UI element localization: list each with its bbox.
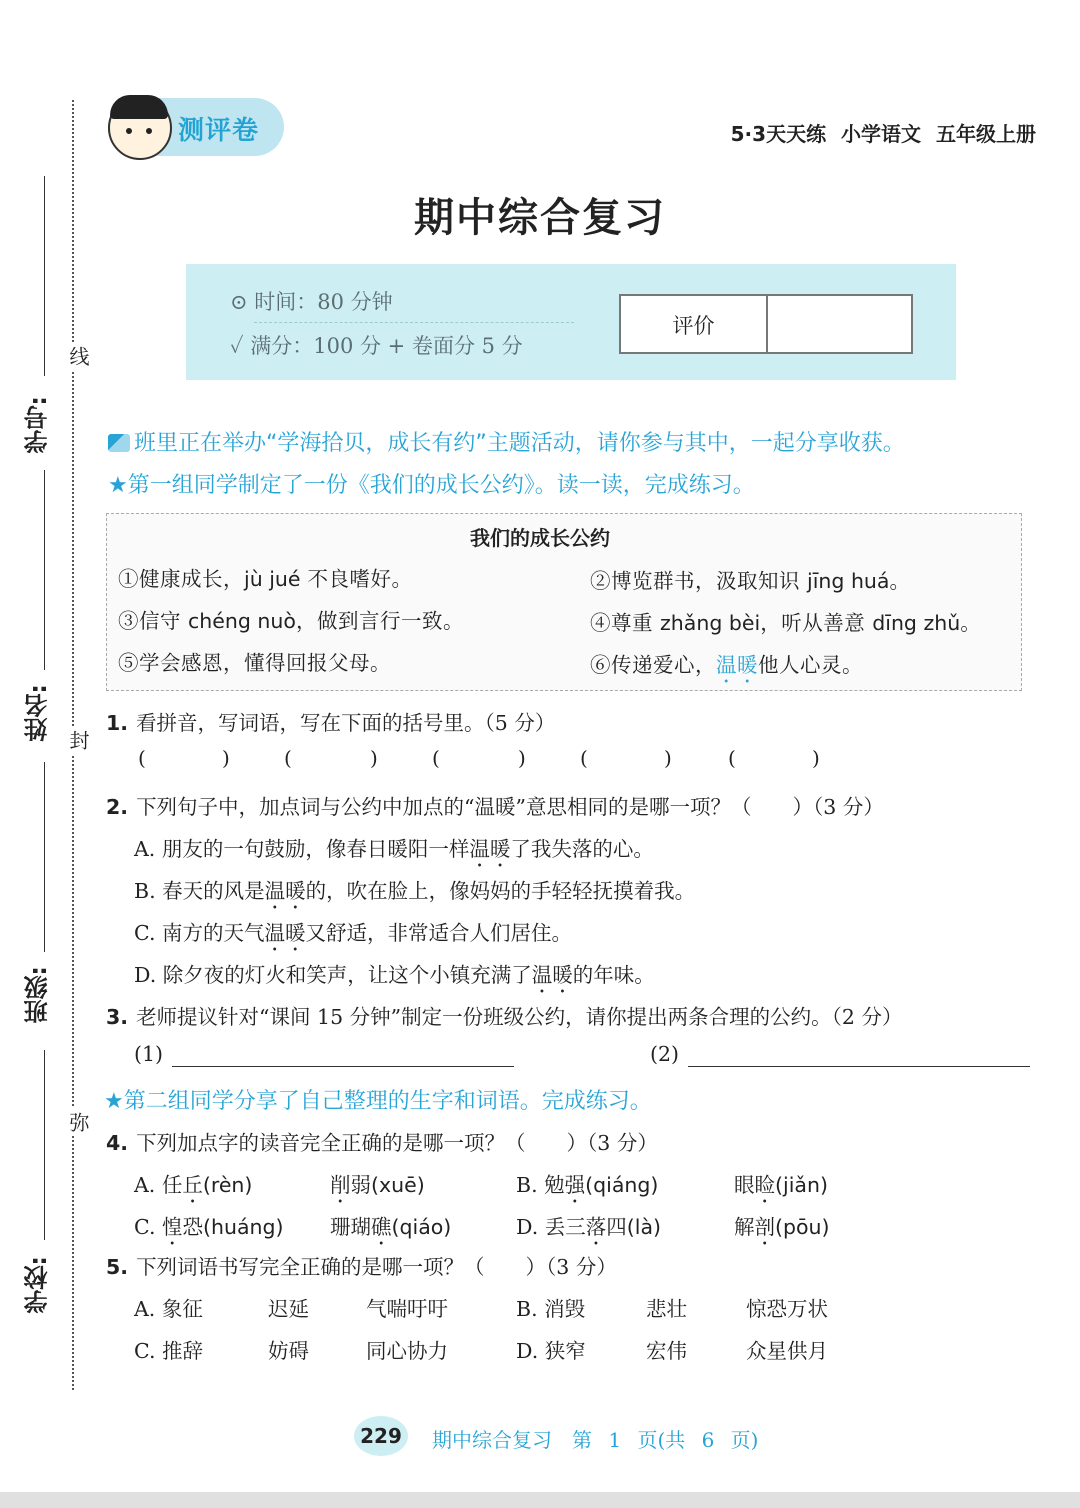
question-1 — [106, 706, 555, 736]
q3-answer-line-2[interactable] — [688, 1066, 1030, 1067]
item-text: ，听从善意 — [760, 611, 866, 635]
q3-blank-2-label: (2) — [650, 1042, 680, 1066]
q5-word: 同心协力 — [366, 1339, 448, 1363]
score-info — [230, 330, 523, 360]
q2-option-d[interactable] — [134, 958, 655, 998]
answer-paren-open: ( — [432, 746, 440, 770]
option-text: 眼 — [734, 1173, 755, 1197]
convention-item-1 — [118, 562, 413, 592]
item-text: ⑥传递爱心， — [590, 653, 716, 677]
pinyin: jīng huá — [807, 569, 890, 593]
convention-item-2 — [590, 564, 911, 594]
q5-word: 宏伟 — [646, 1339, 687, 1363]
dotted-word: 温暖 — [531, 963, 573, 987]
option-text: C. 南方的天气 — [134, 921, 265, 945]
q4-option-d-1[interactable] — [516, 1210, 661, 1250]
item-text: ④尊重 — [590, 611, 653, 635]
question-2 — [106, 790, 884, 820]
cut-mark-xian: 线 — [64, 342, 93, 370]
option-text: B. 勉 — [516, 1173, 565, 1197]
page-title: 期中综合复习 — [414, 194, 666, 241]
question-text: 老师提议针对“课间 15 分钟”制定一份班级公约，请你提出两条合理的公约。（2 分） — [136, 1005, 903, 1029]
option-text: 弱(xuē) — [350, 1173, 425, 1197]
q4-option-a-2[interactable] — [330, 1168, 425, 1208]
series-label: 5·3天天练 小学语文 五年级上册 — [730, 122, 1036, 146]
answer-paren-open: ( — [728, 746, 736, 770]
evaluation-label: 评价 — [672, 314, 715, 338]
cut-mark-feng: 封 — [64, 726, 93, 754]
badge-label: 测评卷 — [178, 116, 260, 146]
q2-option-a[interactable] — [134, 832, 654, 872]
cartoon-hair — [110, 95, 168, 119]
q3-answer-line-1[interactable] — [172, 1066, 514, 1067]
option-text: 解 — [734, 1215, 755, 1239]
question-number: 2. — [106, 795, 129, 819]
option-text: B. 春天的风是 — [134, 879, 265, 903]
q5-word: 迟延 — [268, 1297, 309, 1321]
name-label: 姓名: — [24, 684, 52, 742]
option-text: 的，吹在脸上，像妈妈的手轻轻抚摸着我。 — [305, 879, 696, 903]
class-label: 班级: — [24, 966, 52, 1024]
convention-title: 我们的成长公约 — [470, 526, 610, 550]
info-divider — [254, 322, 574, 323]
group1-instruction: ★第一组同学制定了一份《我们的成长公约》。读一读，完成练习。 — [108, 473, 755, 498]
question-number: 1. — [106, 711, 129, 735]
item-text: ①健康成长， — [118, 567, 244, 591]
q5-option-a[interactable]: A. 象征 — [134, 1297, 203, 1321]
item-text: 。 — [889, 569, 911, 593]
q4-option-a-1[interactable] — [134, 1168, 252, 1208]
item-text: ⑤学会感恩，懂得回报父母。 — [118, 651, 391, 675]
dotted-char: 剖 — [754, 1215, 775, 1239]
option-text: D. 丢三 — [516, 1215, 586, 1239]
dotted-word: 温暖 — [716, 653, 758, 677]
answer-paren-open: ( — [138, 746, 146, 770]
item-text: ③信守 — [118, 609, 181, 633]
dotted-word: 温暖 — [264, 921, 306, 945]
question-5 — [106, 1250, 617, 1280]
question-text: 下列加点字的读音完全正确的是哪一项？（ ）（3 分） — [136, 1131, 658, 1155]
q5-word: 悲壮 — [646, 1297, 687, 1321]
page-number-badge — [354, 1416, 408, 1456]
footer-text: 期中综合复习 第 1 页(共 6 页) — [432, 1428, 759, 1452]
item-text: 不良嗜好。 — [307, 567, 413, 591]
answer-paren-close: ) — [222, 746, 230, 770]
page-number: 229 — [360, 1424, 402, 1448]
activity-intro — [108, 426, 905, 457]
scan-edge — [0, 1492, 1080, 1508]
cartoon-eye — [146, 128, 152, 134]
convention-item-5 — [118, 646, 391, 676]
answer-paren-open: ( — [284, 746, 292, 770]
option-text: 四(là) — [606, 1215, 662, 1239]
answer-paren-open: ( — [580, 746, 588, 770]
school-line[interactable] — [44, 1050, 45, 1240]
q4-option-c-1[interactable] — [134, 1210, 284, 1250]
item-text: ，做到言行一致。 — [295, 609, 464, 633]
ribbon-icon — [108, 434, 130, 452]
score-text: 满分：100 分 + 卷面分 5 分 — [250, 334, 523, 358]
q5-option-d[interactable]: D. 狭窄 — [516, 1339, 586, 1363]
option-text: 又舒适，非常适合人们居住。 — [305, 921, 572, 945]
q5-option-b[interactable]: B. 消毁 — [516, 1297, 586, 1321]
q3-blank-1-label: (1) — [134, 1042, 164, 1066]
answer-paren-close: ) — [812, 746, 820, 770]
clock-icon: ⊙ — [230, 290, 255, 314]
option-text: (pōu) — [775, 1215, 830, 1239]
dotted-char: 削 — [330, 1173, 351, 1197]
name-line[interactable] — [44, 470, 45, 670]
option-text: (qiáo) — [391, 1215, 452, 1239]
q4-option-b-1[interactable] — [516, 1168, 658, 1208]
check-icon: ✓ — [230, 334, 251, 358]
dotted-word: 温暖 — [469, 837, 511, 861]
q4-option-d-2[interactable] — [734, 1210, 830, 1250]
option-text: (rèn) — [202, 1173, 253, 1197]
option-text: 的年味。 — [572, 963, 655, 987]
q2-option-c[interactable] — [134, 916, 572, 956]
item-text: ②博览群书，汲取知识 — [590, 569, 800, 593]
convention-item-4 — [590, 606, 981, 636]
option-text: A. 朋友的一句鼓励，像春日暖阳一样 — [134, 837, 470, 861]
class-line[interactable] — [44, 762, 45, 952]
option-text: (qiáng) — [585, 1173, 659, 1197]
question-text: 下列词语书写完全正确的是哪一项？（ ）（3 分） — [136, 1255, 617, 1279]
pinyin: dīng zhǔ — [872, 611, 961, 635]
activity-text: 班里正在举办“学海拾贝，成长有约”主题活动，请你参与其中，一起分享收获。 — [134, 431, 905, 456]
q2-option-b[interactable] — [134, 874, 695, 914]
cartoon-eye — [126, 128, 132, 134]
question-text: 下列句子中，加点词与公约中加点的“温暖”意思相同的是哪一项？（ ）（3 分） — [136, 795, 884, 819]
school-label: 学校: — [24, 1256, 52, 1314]
time-info — [230, 286, 393, 316]
dotted-char: 落 — [585, 1215, 607, 1239]
dotted-char: 礁 — [371, 1215, 392, 1239]
cut-mark-mi: 弥 — [64, 1108, 93, 1136]
option-text: 珊瑚 — [330, 1215, 371, 1239]
q4-option-c-2[interactable] — [330, 1210, 451, 1250]
q5-word: 妨碍 — [268, 1339, 309, 1363]
answer-paren-close: ) — [664, 746, 672, 770]
option-text: C. — [134, 1215, 162, 1239]
option-text: (jiǎn) — [775, 1173, 828, 1197]
pinyin: jù jué — [244, 567, 301, 591]
question-4 — [106, 1126, 658, 1156]
question-number: 4. — [106, 1131, 129, 1155]
question-number: 3. — [106, 1005, 129, 1029]
dotted-char: 睑 — [754, 1173, 775, 1197]
convention-item-3 — [118, 604, 464, 634]
option-text: 恐(huáng) — [182, 1215, 284, 1239]
item-text: 他人心灵。 — [758, 653, 863, 677]
pinyin: chéng nuò — [188, 609, 296, 633]
answer-paren-close: ) — [370, 746, 378, 770]
option-text: A. 任 — [134, 1173, 183, 1197]
group2-instruction: ★第二组同学分享了自己整理的生字和词语。完成练习。 — [104, 1089, 652, 1114]
q5-word: 气喘吁吁 — [366, 1297, 448, 1321]
answer-paren-close: ) — [518, 746, 526, 770]
question-3 — [106, 1000, 902, 1030]
pinyin: zhǎng bèi — [660, 611, 761, 635]
dotted-word: 温暖 — [264, 879, 306, 903]
q4-option-b-2[interactable] — [734, 1168, 828, 1208]
time-text: 时间：80 分钟 — [254, 290, 393, 314]
q5-word: 众星供月 — [746, 1339, 828, 1363]
q5-option-c[interactable]: C. 推辞 — [134, 1339, 203, 1363]
q5-word: 惊恐万状 — [746, 1297, 828, 1321]
item-text: 。 — [960, 611, 982, 635]
evaluation-box — [619, 294, 913, 354]
question-number: 5. — [106, 1255, 129, 1279]
evaluation-divider — [766, 296, 768, 352]
dotted-char: 惶 — [162, 1215, 183, 1239]
convention-item-6 — [590, 648, 863, 688]
student-id-label: 学号: — [24, 396, 52, 454]
question-text: 看拼音，写词语，写在下面的括号里。（5 分） — [136, 711, 556, 735]
option-text: D. 除夕夜的灯火和笑声，让这个小镇充满了 — [134, 963, 532, 987]
dotted-char: 强 — [564, 1173, 586, 1197]
option-text: 了我失落的心。 — [510, 837, 654, 861]
dotted-char: 丘 — [182, 1173, 203, 1197]
